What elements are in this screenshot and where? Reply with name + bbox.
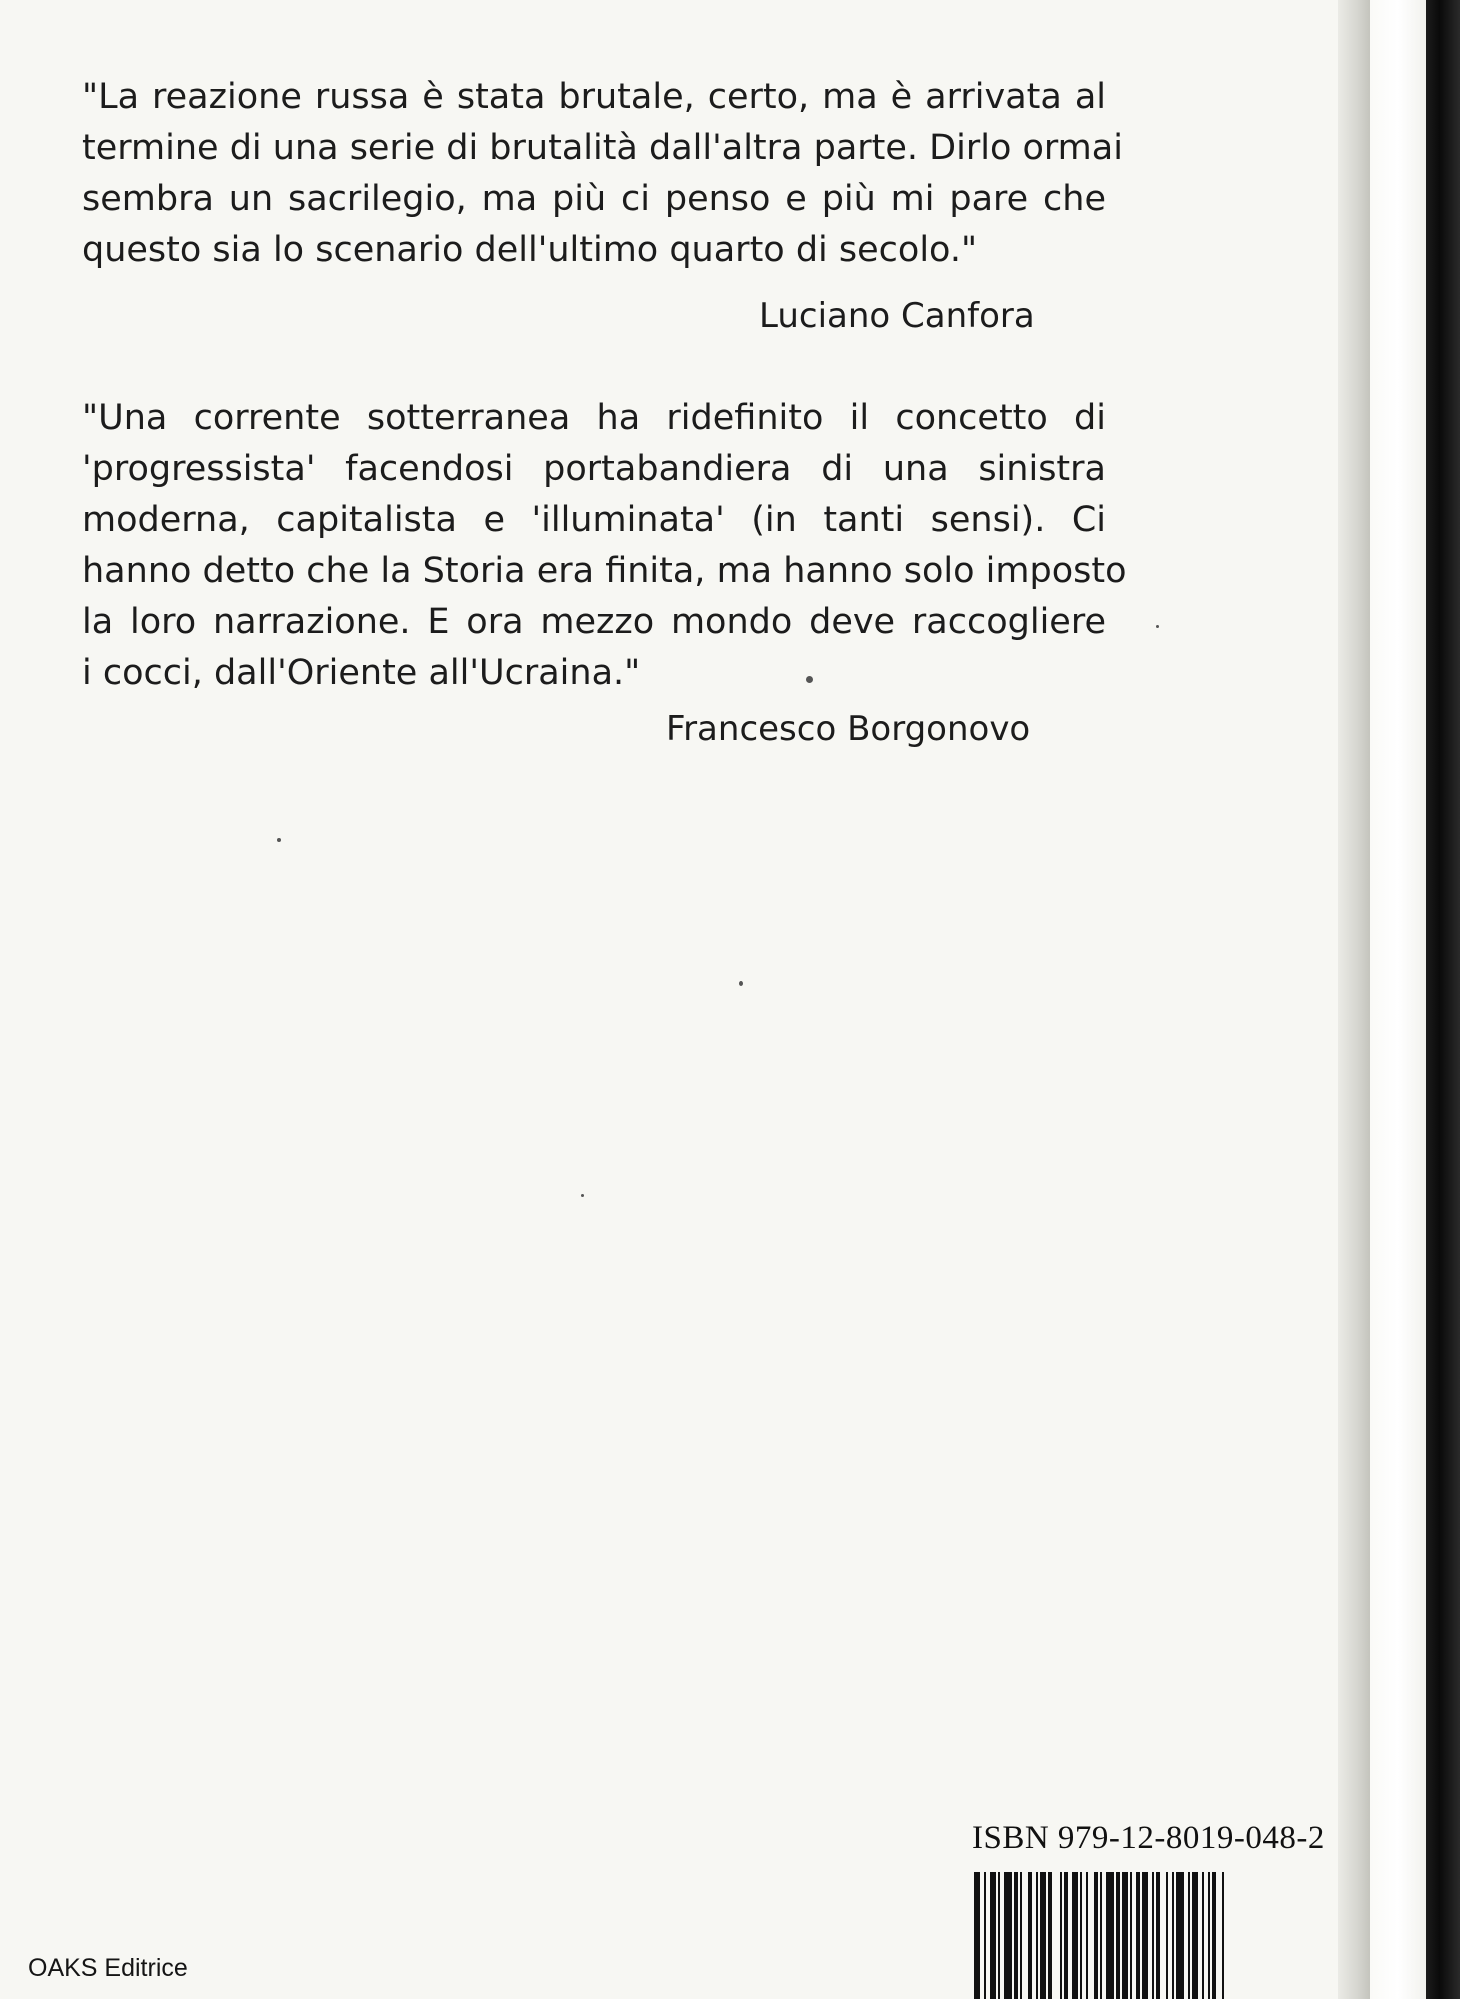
barcode-bar bbox=[1040, 1872, 1046, 1999]
isbn-number: ISBN 979-12-8019-048-2 bbox=[972, 1820, 1325, 1856]
quote-line: i cocci, dall'Oriente all'Ucraina." bbox=[82, 653, 641, 693]
author-borgonovo: Francesco Borgonovo bbox=[666, 709, 1031, 749]
barcode-bar bbox=[1094, 1872, 1098, 1999]
publisher-name: OAKS Editrice bbox=[28, 1954, 188, 1982]
barcode-bar bbox=[1020, 1872, 1022, 1999]
barcode-bar bbox=[1064, 1872, 1068, 1999]
paper-speck bbox=[277, 838, 281, 842]
barcode-bar bbox=[1060, 1872, 1062, 1999]
quote-line: 'progressista' facendosi portabandiera di una sinistra bbox=[82, 449, 1106, 489]
barcode-bar bbox=[1176, 1872, 1184, 1999]
barcode-bar bbox=[1100, 1872, 1102, 1999]
paper-speck bbox=[581, 1194, 584, 1197]
quote-line: questo sia lo scenario dell'ultimo quarto di secolo." bbox=[82, 230, 978, 270]
barcode-bar bbox=[1122, 1872, 1128, 1999]
author-canfora: Luciano Canfora bbox=[759, 296, 1035, 336]
barcode-bar bbox=[1086, 1872, 1088, 1999]
barcode-bar bbox=[1152, 1872, 1154, 1999]
quote-line: la loro narrazione. E ora mezzo mondo deve raccogliere bbox=[82, 602, 1106, 642]
spine-shadow bbox=[1338, 0, 1370, 1999]
barcode-bar bbox=[1202, 1872, 1204, 1999]
paper-speck bbox=[806, 676, 813, 683]
barcode-bar bbox=[1080, 1872, 1082, 1999]
barcode-bar bbox=[1106, 1872, 1114, 1999]
paper-speck bbox=[739, 981, 743, 986]
quote-line: "La reazione russa è stata brutale, certo, ma è arrivata al bbox=[82, 77, 1106, 117]
barcode-bar bbox=[1212, 1872, 1216, 1999]
quote-line: moderna, capitalista e 'illuminata' (in tanti sensi). Ci bbox=[82, 500, 1106, 540]
quote-line: "Una corrente sotterranea ha ridefinito il concetto di bbox=[82, 398, 1106, 438]
barcode-bar bbox=[1004, 1872, 1012, 1999]
barcode-bar bbox=[1116, 1872, 1120, 1999]
quote-line: termine di una serie di brutalità dall'altra parte. Dirlo ormai bbox=[82, 128, 1123, 168]
barcode-bar bbox=[1172, 1872, 1174, 1999]
barcode-bar bbox=[1142, 1872, 1148, 1999]
barcode-bar bbox=[1156, 1872, 1160, 1999]
barcode bbox=[972, 1872, 1312, 1999]
barcode-bar bbox=[1192, 1872, 1198, 1999]
barcode-bar bbox=[1048, 1872, 1052, 1999]
barcode-bar bbox=[1188, 1872, 1190, 1999]
barcode-bar bbox=[1028, 1872, 1032, 1999]
quote-line: sembra un sacrilegio, ma più ci penso e più mi pare che bbox=[82, 179, 1106, 219]
barcode-bar bbox=[1136, 1872, 1140, 1999]
paper-speck bbox=[1156, 625, 1159, 628]
spine-edge bbox=[1370, 0, 1426, 1999]
spine bbox=[1426, 0, 1460, 1999]
quote-canfora bbox=[82, 72, 1123, 276]
barcode-bar bbox=[1036, 1872, 1038, 1999]
barcode-bar bbox=[1208, 1872, 1210, 1999]
barcode-bar bbox=[984, 1872, 986, 1999]
barcode-bar bbox=[998, 1872, 1000, 1999]
barcode-bar bbox=[990, 1872, 996, 1999]
quote-borgonovo bbox=[82, 393, 1127, 699]
barcode-bar bbox=[1130, 1872, 1132, 1999]
quote-line: hanno detto che la Storia era finita, ma hanno solo imposto bbox=[82, 551, 1127, 591]
barcode-bar bbox=[1166, 1872, 1168, 1999]
barcode-bar bbox=[1072, 1872, 1078, 1999]
barcode-bar bbox=[1222, 1872, 1224, 1999]
barcode-bar bbox=[1014, 1872, 1018, 1999]
barcode-bar bbox=[974, 1872, 980, 1999]
